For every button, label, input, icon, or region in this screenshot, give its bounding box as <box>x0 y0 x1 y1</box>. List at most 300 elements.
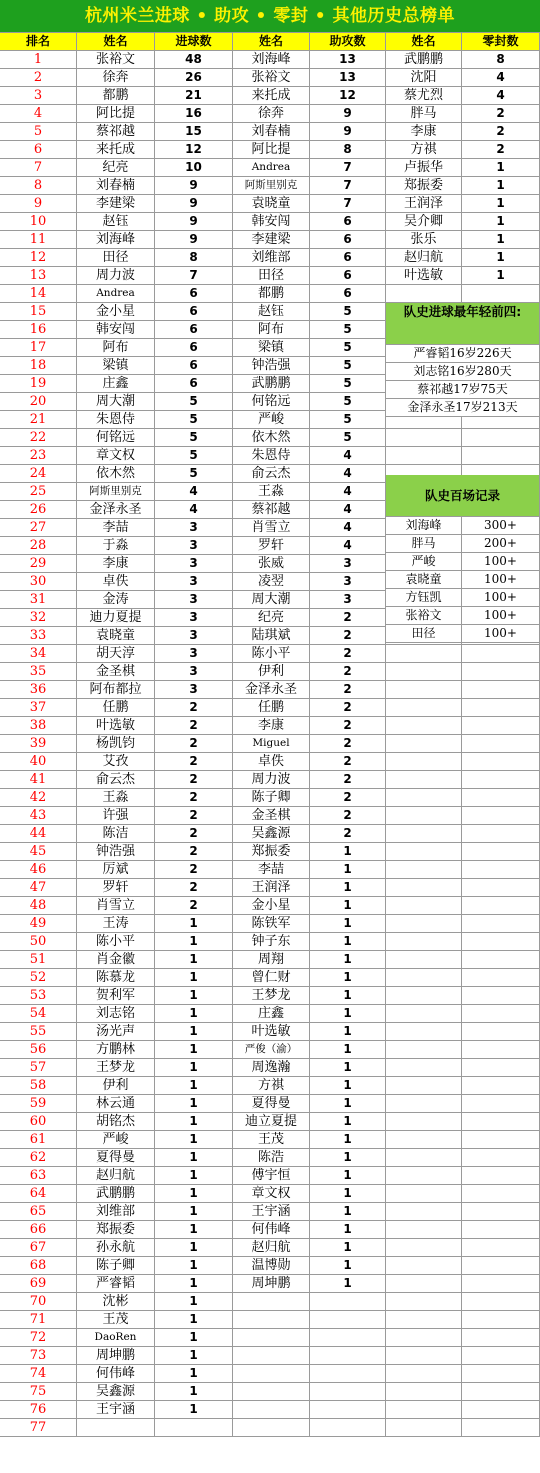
assist-count: 1 <box>310 861 386 879</box>
assist-player-name: 徐奔 <box>233 105 310 123</box>
empty-cell <box>386 1275 462 1293</box>
header-clean-sheets: 零封数 <box>462 33 540 51</box>
rank-cell: 13 <box>0 267 77 285</box>
header-cs-name: 姓名 <box>386 33 462 51</box>
goal-player-name: 陈慕龙 <box>77 969 155 987</box>
goal-count: 2 <box>155 879 233 897</box>
goal-count: 1 <box>155 1383 233 1401</box>
assist-count: 1 <box>310 1131 386 1149</box>
assist-count: 1 <box>310 1257 386 1275</box>
goal-count: 1 <box>155 915 233 933</box>
assist-player-name: 王梦龙 <box>233 987 310 1005</box>
goal-count: 2 <box>155 843 233 861</box>
table-row <box>0 69 540 87</box>
goal-count: 2 <box>155 897 233 915</box>
assist-count: 3 <box>310 573 386 591</box>
goal-count: 6 <box>155 303 233 321</box>
assist-count: 2 <box>310 807 386 825</box>
goal-player-name: 钟浩强 <box>77 843 155 861</box>
table-row <box>0 1203 540 1221</box>
assist-player-name: 肖雪立 <box>233 519 310 537</box>
clean-sheet-count: 2 <box>462 105 540 123</box>
assist-count: 7 <box>310 177 386 195</box>
goal-player-name: 方鹏林 <box>77 1041 155 1059</box>
goal-count: 6 <box>155 285 233 303</box>
rank-cell: 12 <box>0 249 77 267</box>
table-row <box>0 1023 540 1041</box>
assist-count: 6 <box>310 231 386 249</box>
empty-cell <box>386 1365 462 1383</box>
goal-player-name: 阿比提 <box>77 105 155 123</box>
goal-count: 1 <box>155 1239 233 1257</box>
assist-count: 2 <box>310 771 386 789</box>
assist-count: 1 <box>310 987 386 1005</box>
goal-player-name: 来托成 <box>77 141 155 159</box>
assist-count: 1 <box>310 1113 386 1131</box>
table-row <box>0 1383 540 1401</box>
rank-cell: 42 <box>0 789 77 807</box>
rank-cell: 41 <box>0 771 77 789</box>
assist-player-name: 罗轩 <box>233 537 310 555</box>
goal-count: 2 <box>155 789 233 807</box>
goal-player-name: 吴鑫源 <box>77 1383 155 1401</box>
rank-cell: 65 <box>0 1203 77 1221</box>
table-row <box>0 1257 540 1275</box>
assist-count: 1 <box>310 843 386 861</box>
goal-count: 1 <box>155 1077 233 1095</box>
assist-count: 3 <box>310 555 386 573</box>
rank-cell: 76 <box>0 1401 77 1419</box>
goal-player-name: 金圣棋 <box>77 663 155 681</box>
table-row <box>0 105 540 123</box>
assist-player-name: 任鹏 <box>233 699 310 717</box>
rank-cell: 46 <box>0 861 77 879</box>
goal-player-name: 肖雪立 <box>77 897 155 915</box>
empty-cell <box>233 1329 310 1347</box>
rank-cell: 8 <box>0 177 77 195</box>
rank-cell: 40 <box>0 753 77 771</box>
goal-player-name: 胡天淳 <box>77 645 155 663</box>
table-row <box>0 1077 540 1095</box>
goal-player-name: 孙永航 <box>77 1239 155 1257</box>
table-row <box>0 1311 540 1329</box>
assist-player-name: 严峻 <box>233 411 310 429</box>
empty-cell <box>462 1275 540 1293</box>
goal-player-name: 金泽永圣 <box>77 501 155 519</box>
goal-player-name: 梁镇 <box>77 357 155 375</box>
goal-count: 21 <box>155 87 233 105</box>
assist-count: 5 <box>310 429 386 447</box>
empty-cell <box>386 1077 462 1095</box>
empty-cell <box>462 1185 540 1203</box>
empty-cell <box>462 735 540 753</box>
assist-player-name: 叶选敏 <box>233 1023 310 1041</box>
rank-cell: 67 <box>0 1239 77 1257</box>
goal-count: 6 <box>155 339 233 357</box>
rank-cell: 15 <box>0 303 77 321</box>
goal-count: 6 <box>155 357 233 375</box>
goal-player-name: 王茂 <box>77 1311 155 1329</box>
table-row <box>0 951 540 969</box>
goal-player-name: 艾孜 <box>77 753 155 771</box>
goal-count: 1 <box>155 1203 233 1221</box>
goal-count: 1 <box>155 1401 233 1419</box>
rank-cell: 19 <box>0 375 77 393</box>
goal-count: 5 <box>155 465 233 483</box>
clean-sheet-count: 4 <box>462 69 540 87</box>
goal-player-name: 金涛 <box>77 591 155 609</box>
assist-player-name: 郑振委 <box>233 843 310 861</box>
rank-cell: 61 <box>0 1131 77 1149</box>
goal-count: 5 <box>155 411 233 429</box>
rank-cell: 70 <box>0 1293 77 1311</box>
cs-player-name: 蔡尤烈 <box>386 87 462 105</box>
assist-player-name: 夏得曼 <box>233 1095 310 1113</box>
assist-count: 4 <box>310 465 386 483</box>
assist-player-name: 周翔 <box>233 951 310 969</box>
rank-cell: 26 <box>0 501 77 519</box>
assist-count: 1 <box>310 1077 386 1095</box>
goal-count: 16 <box>155 105 233 123</box>
goal-count: 1 <box>155 1095 233 1113</box>
assist-player-name: 赵归航 <box>233 1239 310 1257</box>
assist-count: 1 <box>310 897 386 915</box>
rank-cell: 11 <box>0 231 77 249</box>
rank-cell: 32 <box>0 609 77 627</box>
assist-count: 9 <box>310 123 386 141</box>
assist-player-name: 方祺 <box>233 1077 310 1095</box>
goal-count: 2 <box>155 699 233 717</box>
table-row <box>0 447 540 465</box>
goal-count: 5 <box>155 429 233 447</box>
goal-player-name: 蔡祁越 <box>77 123 155 141</box>
goal-player-name: 严峻 <box>77 1131 155 1149</box>
empty-cell <box>386 663 462 681</box>
assist-count: 1 <box>310 1167 386 1185</box>
goal-player-name: DaoRen <box>77 1329 155 1347</box>
assist-count: 13 <box>310 51 386 69</box>
table-row <box>0 1149 540 1167</box>
empty-cell <box>386 1041 462 1059</box>
rank-cell: 62 <box>0 1149 77 1167</box>
empty-cell <box>462 429 540 447</box>
header-goal-name: 姓名 <box>77 33 155 51</box>
goal-player-name: 田径 <box>77 249 155 267</box>
hundred-apps-count: 300+ <box>462 517 540 535</box>
empty-cell <box>462 1365 540 1383</box>
empty-cell <box>462 969 540 987</box>
table-row <box>0 1347 540 1365</box>
clean-sheet-count: 1 <box>462 159 540 177</box>
empty-cell <box>386 1095 462 1113</box>
assist-count: 1 <box>310 1185 386 1203</box>
empty-cell <box>310 1419 386 1437</box>
goal-player-name: 朱恩侍 <box>77 411 155 429</box>
assist-player-name: 伊利 <box>233 663 310 681</box>
empty-cell <box>462 897 540 915</box>
empty-cell <box>386 771 462 789</box>
rank-cell: 29 <box>0 555 77 573</box>
assist-player-name: 周坤鹏 <box>233 1275 310 1293</box>
goal-player-name: 王梦龙 <box>77 1059 155 1077</box>
assist-count: 1 <box>310 1275 386 1293</box>
goal-count: 1 <box>155 1257 233 1275</box>
goal-count: 6 <box>155 321 233 339</box>
goal-player-name: 刘春楠 <box>77 177 155 195</box>
clean-sheet-count: 2 <box>462 141 540 159</box>
rank-cell: 44 <box>0 825 77 843</box>
assist-player-name: 凌翌 <box>233 573 310 591</box>
cs-player-name: 胖马 <box>386 105 462 123</box>
youngest-scorer-item: 严睿韬16岁226天 <box>386 345 540 363</box>
empty-cell <box>462 915 540 933</box>
cs-player-name: 吴介卿 <box>386 213 462 231</box>
goal-count: 3 <box>155 681 233 699</box>
goal-count: 5 <box>155 447 233 465</box>
empty-cell <box>386 1401 462 1419</box>
assist-count: 2 <box>310 627 386 645</box>
goal-count: 2 <box>155 717 233 735</box>
hundred-player-name: 方钰凯 <box>386 589 462 607</box>
empty-cell <box>386 861 462 879</box>
goal-count: 4 <box>155 501 233 519</box>
goal-count: 1 <box>155 1221 233 1239</box>
assist-player-name: 严俊（渝） <box>233 1041 310 1059</box>
empty-cell <box>386 1257 462 1275</box>
assist-player-name: 陈小平 <box>233 645 310 663</box>
assist-player-name: 王茂 <box>233 1131 310 1149</box>
table-row <box>0 195 540 213</box>
goal-count: 1 <box>155 1275 233 1293</box>
hundred-player-name: 严峻 <box>386 553 462 571</box>
rank-cell: 72 <box>0 1329 77 1347</box>
goal-player-name: 金小星 <box>77 303 155 321</box>
clean-sheet-count: 1 <box>462 267 540 285</box>
goal-player-name: 张裕文 <box>77 51 155 69</box>
empty-cell <box>462 753 540 771</box>
empty-cell <box>310 1347 386 1365</box>
assist-count: 4 <box>310 519 386 537</box>
goal-player-name: 叶选敏 <box>77 717 155 735</box>
goal-count: 1 <box>155 1005 233 1023</box>
assist-count: 8 <box>310 141 386 159</box>
goal-player-name: 王宇涵 <box>77 1401 155 1419</box>
rank-cell: 57 <box>0 1059 77 1077</box>
goal-count: 3 <box>155 519 233 537</box>
empty-cell <box>462 1041 540 1059</box>
goal-player-name: 胡铭杰 <box>77 1113 155 1131</box>
assist-player-name: 周力波 <box>233 771 310 789</box>
assist-count: 6 <box>310 249 386 267</box>
table-row <box>0 1293 540 1311</box>
goal-count: 9 <box>155 195 233 213</box>
table-row <box>0 1005 540 1023</box>
cs-player-name: 武鹏鹏 <box>386 51 462 69</box>
rank-cell: 60 <box>0 1113 77 1131</box>
goal-player-name: 李康 <box>77 555 155 573</box>
empty-cell <box>386 807 462 825</box>
goal-player-name: 陈子卿 <box>77 1257 155 1275</box>
assist-player-name: 都鹏 <box>233 285 310 303</box>
table-row <box>0 825 540 843</box>
cs-player-name: 李康 <box>386 123 462 141</box>
goal-count: 2 <box>155 825 233 843</box>
goal-count: 2 <box>155 861 233 879</box>
rank-cell: 48 <box>0 897 77 915</box>
assist-player-name: 李建梁 <box>233 231 310 249</box>
goal-count: 3 <box>155 645 233 663</box>
assist-player-name: Andrea <box>233 159 310 177</box>
goal-player-name: 李喆 <box>77 519 155 537</box>
rank-cell: 69 <box>0 1275 77 1293</box>
rank-cell: 20 <box>0 393 77 411</box>
goal-player-name: 肖金徽 <box>77 951 155 969</box>
table-row <box>0 1401 540 1419</box>
table-row <box>0 51 540 69</box>
header-row <box>0 33 540 51</box>
empty-cell <box>386 915 462 933</box>
table-row <box>0 1239 540 1257</box>
empty-cell <box>462 1167 540 1185</box>
goal-count: 4 <box>155 483 233 501</box>
assist-count: 7 <box>310 195 386 213</box>
assist-player-name: 陆琪斌 <box>233 627 310 645</box>
assist-player-name: 钟浩强 <box>233 357 310 375</box>
rank-cell: 3 <box>0 87 77 105</box>
goal-count: 1 <box>155 1023 233 1041</box>
assist-count: 1 <box>310 933 386 951</box>
assist-player-name: 来托成 <box>233 87 310 105</box>
table-row <box>0 969 540 987</box>
assist-player-name: 陈子卿 <box>233 789 310 807</box>
assist-player-name: 朱恩侍 <box>233 447 310 465</box>
assist-player-name: 李喆 <box>233 861 310 879</box>
assist-count: 2 <box>310 663 386 681</box>
assist-count: 1 <box>310 1203 386 1221</box>
empty-cell <box>462 681 540 699</box>
assist-player-name: 纪亮 <box>233 609 310 627</box>
goal-player-name: 阿斯里别克 <box>77 483 155 501</box>
assist-player-name: 刘海峰 <box>233 51 310 69</box>
table-row <box>0 123 540 141</box>
rank-cell: 50 <box>0 933 77 951</box>
header-assists: 助攻数 <box>310 33 386 51</box>
assist-player-name: 阿布 <box>233 321 310 339</box>
empty-cell <box>462 933 540 951</box>
assist-count: 1 <box>310 1095 386 1113</box>
assist-count: 6 <box>310 213 386 231</box>
rank-cell: 55 <box>0 1023 77 1041</box>
empty-cell <box>462 1383 540 1401</box>
goal-player-name: 何伟峰 <box>77 1365 155 1383</box>
empty-cell <box>386 1419 462 1437</box>
clean-sheet-count: 8 <box>462 51 540 69</box>
rank-cell: 52 <box>0 969 77 987</box>
assist-player-name: 温博勋 <box>233 1257 310 1275</box>
youngest-scorers-banner <box>386 303 540 345</box>
assist-player-name: 金泽永圣 <box>233 681 310 699</box>
assist-count: 9 <box>310 105 386 123</box>
rank-cell: 63 <box>0 1167 77 1185</box>
empty-cell <box>386 987 462 1005</box>
rank-cell: 14 <box>0 285 77 303</box>
empty-cell <box>386 1293 462 1311</box>
assist-count: 1 <box>310 915 386 933</box>
goal-player-name: 于淼 <box>77 537 155 555</box>
assist-count: 5 <box>310 375 386 393</box>
empty-cell <box>386 681 462 699</box>
table-row <box>0 1275 540 1293</box>
rank-cell: 43 <box>0 807 77 825</box>
goal-player-name: 罗轩 <box>77 879 155 897</box>
rank-cell: 28 <box>0 537 77 555</box>
assist-count: 4 <box>310 537 386 555</box>
cs-player-name: 张乐 <box>386 231 462 249</box>
goal-player-name: 周大潮 <box>77 393 155 411</box>
assist-count: 5 <box>310 411 386 429</box>
rank-cell: 59 <box>0 1095 77 1113</box>
goal-player-name: 韩安闯 <box>77 321 155 339</box>
empty-cell <box>462 1311 540 1329</box>
assist-count: 5 <box>310 357 386 375</box>
goal-player-name: 王涛 <box>77 915 155 933</box>
rank-cell: 31 <box>0 591 77 609</box>
table-row <box>0 717 540 735</box>
goal-player-name: 任鹏 <box>77 699 155 717</box>
rank-cell: 75 <box>0 1383 77 1401</box>
hundred-apps-count: 100+ <box>462 571 540 589</box>
empty-cell <box>462 1113 540 1131</box>
goal-count: 3 <box>155 627 233 645</box>
goal-player-name: 都鹏 <box>77 87 155 105</box>
assist-count: 2 <box>310 789 386 807</box>
empty-cell <box>233 1293 310 1311</box>
assist-count: 2 <box>310 825 386 843</box>
empty-cell <box>386 1059 462 1077</box>
clean-sheet-count: 1 <box>462 249 540 267</box>
assist-player-name: 梁镇 <box>233 339 310 357</box>
assist-count: 4 <box>310 483 386 501</box>
assist-player-name: 韩安闯 <box>233 213 310 231</box>
youngest-scorer-item: 刘志铭16岁280天 <box>386 363 540 381</box>
assist-count: 1 <box>310 1059 386 1077</box>
goal-count: 1 <box>155 1347 233 1365</box>
empty-cell <box>233 1419 310 1437</box>
assist-player-name: 何铭远 <box>233 393 310 411</box>
rank-cell: 1 <box>0 51 77 69</box>
goal-player-name: 武鹏鹏 <box>77 1185 155 1203</box>
rank-cell: 38 <box>0 717 77 735</box>
empty-cell <box>462 861 540 879</box>
cs-player-name: 郑振委 <box>386 177 462 195</box>
rank-cell: 23 <box>0 447 77 465</box>
assist-count: 5 <box>310 321 386 339</box>
goal-count: 15 <box>155 123 233 141</box>
empty-cell <box>462 699 540 717</box>
table-row <box>0 789 540 807</box>
goal-player-name: 夏得曼 <box>77 1149 155 1167</box>
empty-cell <box>462 1149 540 1167</box>
rank-cell: 33 <box>0 627 77 645</box>
rank-cell: 37 <box>0 699 77 717</box>
goal-player-name: 阿布都拉 <box>77 681 155 699</box>
table-row <box>0 861 540 879</box>
assist-count: 4 <box>310 447 386 465</box>
goal-count: 1 <box>155 1113 233 1131</box>
table-row <box>0 645 540 663</box>
assist-player-name: 金小星 <box>233 897 310 915</box>
assist-player-name: 依木然 <box>233 429 310 447</box>
